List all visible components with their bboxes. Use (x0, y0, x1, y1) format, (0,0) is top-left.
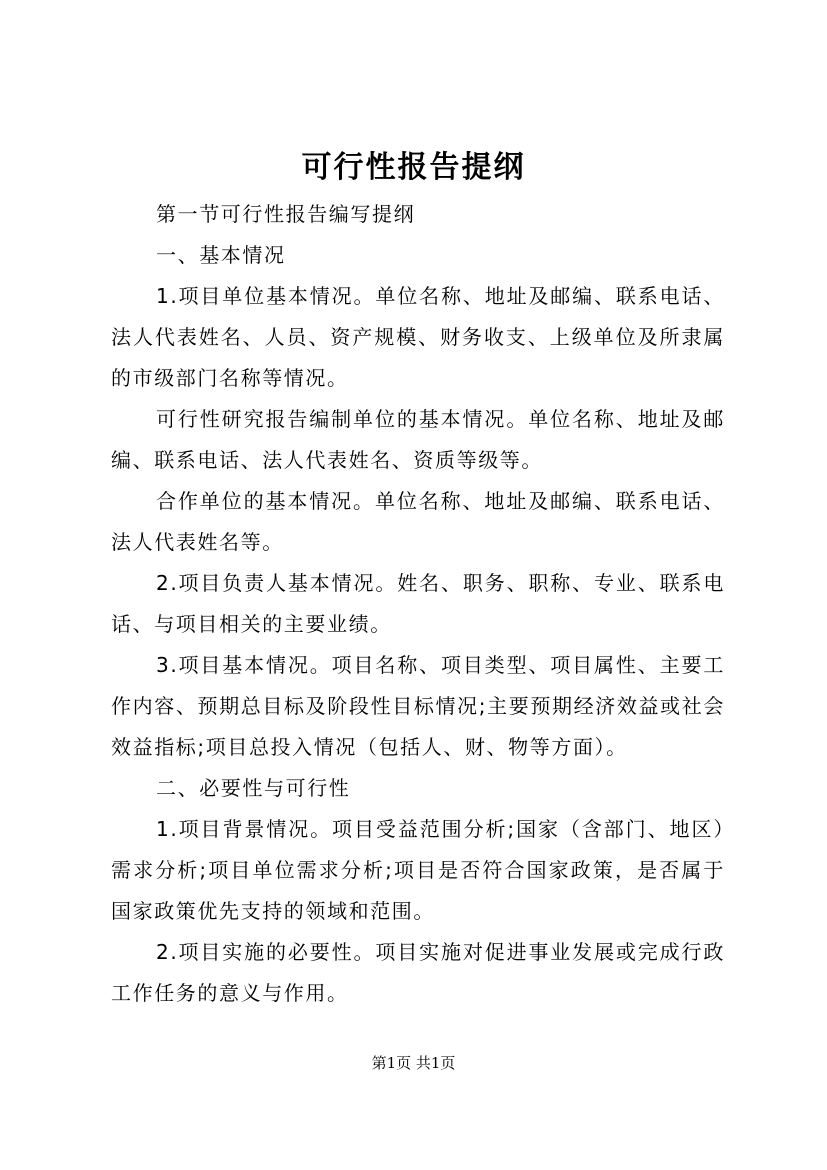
paragraph: 1.项目单位基本情况。单位名称、地址及邮编、联系电话、法人代表姓名、人员、资产规模、财务收支、上级单位及所隶属的市级部门名称等情况。 (111, 284, 725, 390)
paragraph: 2.项目实施的必要性。项目实施对促进事业发展或完成行政工作任务的意义与作用。 (111, 940, 725, 1005)
page-footer: 第1页 共1页 (371, 1054, 456, 1072)
paragraph: 可行性研究报告编制单位的基本情况。单位名称、地址及邮编、联系电话、法人代表姓名、资质等级等。 (111, 407, 725, 472)
paragraph: 1.项目背景情况。项目受益范围分析;国家（含部门、地区）需求分析;项目单位需求分析;项目是否符合国家政策，是否属于国家政策优先支持的领域和范围。 (111, 817, 725, 923)
subsection-heading: 一、基本情况 (156, 243, 286, 267)
paragraph: 合作单位的基本情况。单位名称、地址及邮编、联系电话、法人代表姓名等。 (111, 489, 725, 554)
document-title: 可行性报告提纲 (301, 150, 526, 185)
paragraph: 3.项目基本情况。项目名称、项目类型、项目属性、主要工作内容、预期总目标及阶段性目标情况;主要预期经济效益或社会效益指标;项目总投入情况（包括人、财、物等方面）。 (111, 653, 725, 759)
document-body (111, 194, 725, 1014)
paragraph: 2.项目负责人基本情况。姓名、职务、职称、专业、联系电话、与项目相关的主要业绩。 (111, 571, 725, 636)
section-heading: 第一节可行性报告编写提纲 (156, 202, 416, 226)
subsection-heading: 二、必要性与可行性 (156, 776, 351, 800)
